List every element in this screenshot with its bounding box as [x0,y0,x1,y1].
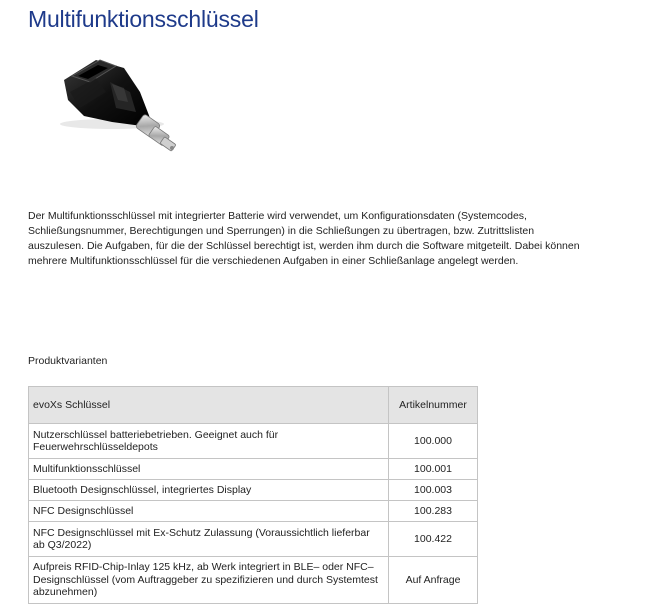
variant-name: Aufpreis RFID-Chip-Inlay 125 kHz, ab Werk integriert in BLE– oder NFC–Designschlüssel (vom Auftraggeber zu spezifizieren und durch Systemtest abzunehmen) [29,557,389,604]
column-header-name: evoXs Schlüssel [29,387,389,424]
table-row [29,480,478,501]
table-row [29,424,478,459]
table-row [29,557,478,604]
variant-name: NFC Designschlüssel mit Ex-Schutz Zulassung (Voraussichtlich lieferbar ab Q3/2022) [29,522,389,557]
table-row [29,459,478,480]
table-row [29,501,478,522]
article-number: 100.001 [389,459,478,480]
article-number: 100.000 [389,424,478,459]
article-number: 100.003 [389,480,478,501]
variants-heading: Produktvarianten [28,355,108,367]
product-description: Der Multifunktionsschlüssel mit integrierter Batterie wird verwendet, um Konfigurationsdaten (Systemcodes, Schließungsnummer, Berechtigungen und Sperrungen) in die Schließungen zu übertragen, bzw. Zutrittslisten auszulesen. Die Aufgaben, für die der Schlüssel berechtigt ist, werden ihm durch die Software mitgeteilt. Dabei können mehrere Multifunktionsschlüssel für die verschiedenen Aufgaben in einer Schließanlage angelegt werden. [28,210,580,267]
product-image [50,52,190,170]
variant-name: Nutzerschlüssel batteriebetrieben. Geeignet auch für Feuerwehrschlüsseldepots [29,424,389,459]
page-title: Multifunktionsschlüssel [28,6,259,32]
table-row [29,522,478,557]
article-number: Auf Anfrage [389,557,478,604]
variant-name: Bluetooth Designschlüssel, integriertes Display [29,480,389,501]
variant-name: Multifunktionsschlüssel [29,459,389,480]
table-header-row [29,387,478,424]
article-number: 100.422 [389,522,478,557]
variants-table [28,386,478,604]
variant-name: NFC Designschlüssel [29,501,389,522]
column-header-article-number: Artikelnummer [389,387,478,424]
article-number: 100.283 [389,501,478,522]
